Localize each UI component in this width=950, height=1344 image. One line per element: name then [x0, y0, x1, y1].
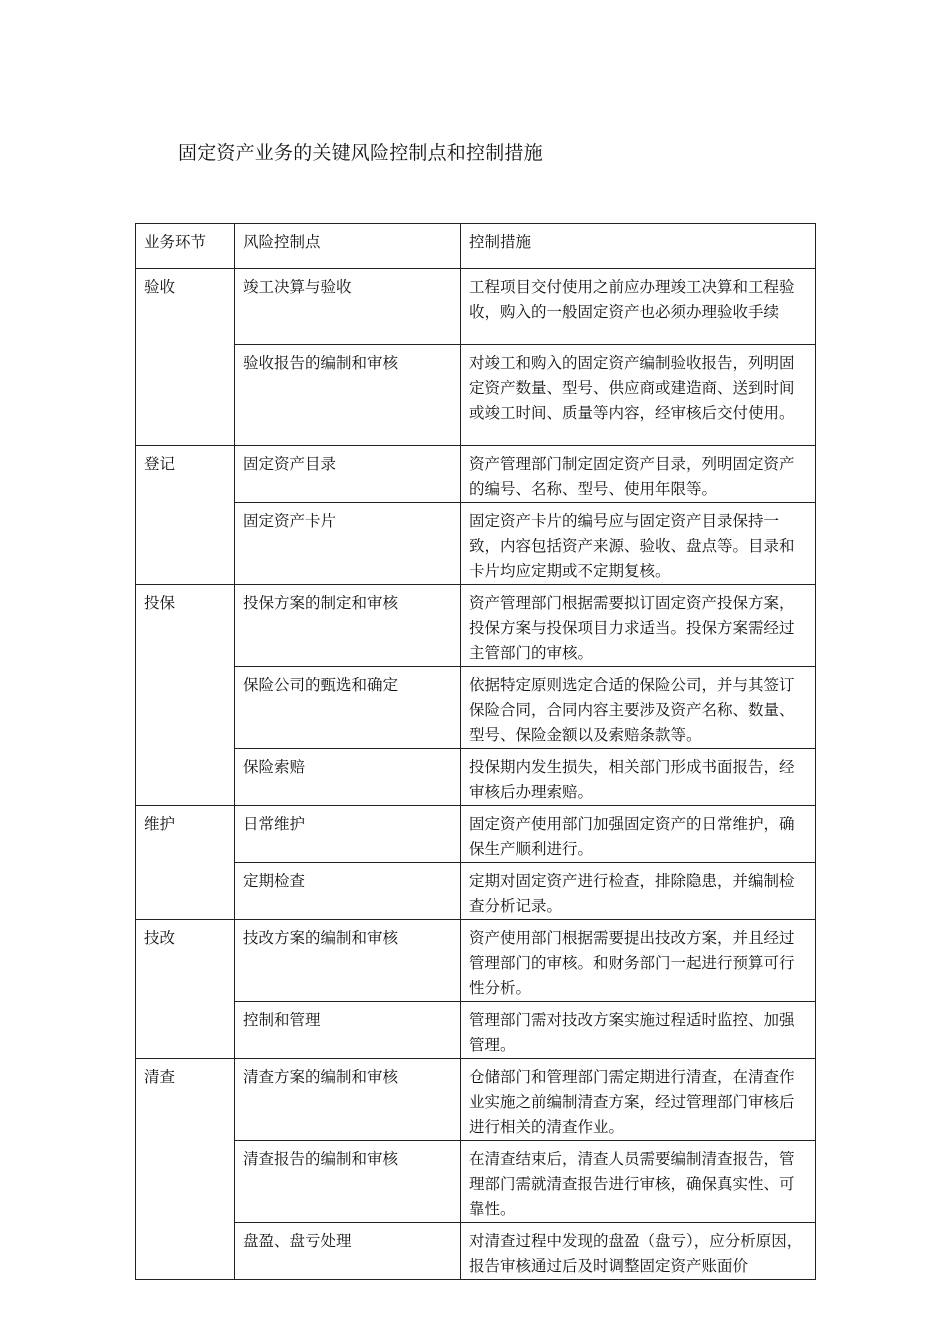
control-point-cell: 盘盈、盘亏处理 [235, 1223, 461, 1280]
measure-cell: 固定资产卡片的编号应与固定资产目录保持一致，内容包括资产来源、验收、盘点等。目录和卡片均应定期或不定期复核。 [461, 503, 816, 585]
table-row [136, 667, 816, 749]
control-point-cell: 竣工决算与验收 [235, 269, 461, 345]
table-row [136, 503, 816, 585]
header-measure: 控制措施 [461, 224, 816, 269]
control-point-cell: 固定资产卡片 [235, 503, 461, 585]
table-row [136, 1002, 816, 1059]
header-control-point: 风险控制点 [235, 224, 461, 269]
control-point-cell: 日常维护 [235, 806, 461, 863]
table-row [136, 585, 816, 667]
measure-cell: 资产管理部门制定固定资产目录，列明固定资产的编号、名称、型号、使用年限等。 [461, 446, 816, 503]
table-row [136, 863, 816, 920]
table-row [136, 446, 816, 503]
table-row [136, 269, 816, 345]
page-title: 固定资产业务的关键风险控制点和控制措施 [178, 142, 543, 164]
measure-cell: 资产管理部门根据需要拟订固定资产投保方案，投保方案与投保项目力求适当。投保方案需经过主管部门的审核。 [461, 585, 816, 667]
table-row [136, 806, 816, 863]
measure-cell: 定期对固定资产进行检查，排除隐患，并编制检查分析记录。 [461, 863, 816, 920]
header-stage: 业务环节 [136, 224, 235, 269]
table-header-row [136, 224, 816, 269]
control-point-cell: 技改方案的编制和审核 [235, 920, 461, 1002]
measure-cell: 管理部门需对技改方案实施过程适时监控、加强管理。 [461, 1002, 816, 1059]
table-row [136, 1223, 816, 1280]
measure-cell: 工程项目交付使用之前应办理竣工决算和工程验收，购入的一般固定资产也必须办理验收手续 [461, 269, 816, 345]
table-row [136, 749, 816, 806]
table-row [136, 920, 816, 1002]
measure-cell: 仓储部门和管理部门需定期进行清查，在清查作业实施之前编制清查方案，经过管理部门审核后进行相关的清查作业。 [461, 1059, 816, 1141]
measure-cell: 依据特定原则选定合适的保险公司，并与其签订保险合同，合同内容主要涉及资产名称、数量、型号、保险金额以及索赔条款等。 [461, 667, 816, 749]
measure-cell: 对竣工和购入的固定资产编制验收报告，列明固定资产数量、型号、供应商或建造商、送到时间或竣工时间、质量等内容，经审核后交付使用。 [461, 345, 816, 446]
control-point-cell: 清查报告的编制和审核 [235, 1141, 461, 1223]
table-row [136, 1059, 816, 1141]
control-point-cell: 保险公司的甄选和确定 [235, 667, 461, 749]
control-point-cell: 投保方案的制定和审核 [235, 585, 461, 667]
stage-cell: 投保 [136, 585, 235, 806]
control-point-cell: 清查方案的编制和审核 [235, 1059, 461, 1141]
measure-cell: 对清查过程中发现的盘盈（盘亏），应分析原因，报告审核通过后及时调整固定资产账面价 [461, 1223, 816, 1280]
control-point-cell: 固定资产目录 [235, 446, 461, 503]
table-row [136, 345, 816, 446]
stage-cell: 验收 [136, 269, 235, 446]
control-point-cell: 验收报告的编制和审核 [235, 345, 461, 446]
stage-cell: 登记 [136, 446, 235, 585]
table-row [136, 1141, 816, 1223]
measure-cell: 资产使用部门根据需要提出技改方案，并且经过管理部门的审核。和财务部门一起进行预算可行性分析。 [461, 920, 816, 1002]
control-point-cell: 控制和管理 [235, 1002, 461, 1059]
measure-cell: 投保期内发生损失，相关部门形成书面报告，经审核后办理索赔。 [461, 749, 816, 806]
control-point-cell: 保险索赔 [235, 749, 461, 806]
stage-cell: 维护 [136, 806, 235, 920]
measure-cell: 在清查结束后，清查人员需要编制清查报告，管理部门需就清查报告进行审核，确保真实性、可靠性。 [461, 1141, 816, 1223]
stage-cell: 技改 [136, 920, 235, 1059]
stage-cell: 清查 [136, 1059, 235, 1280]
control-point-cell: 定期检查 [235, 863, 461, 920]
risk-control-table [135, 223, 816, 1280]
measure-cell: 固定资产使用部门加强固定资产的日常维护，确保生产顺利进行。 [461, 806, 816, 863]
